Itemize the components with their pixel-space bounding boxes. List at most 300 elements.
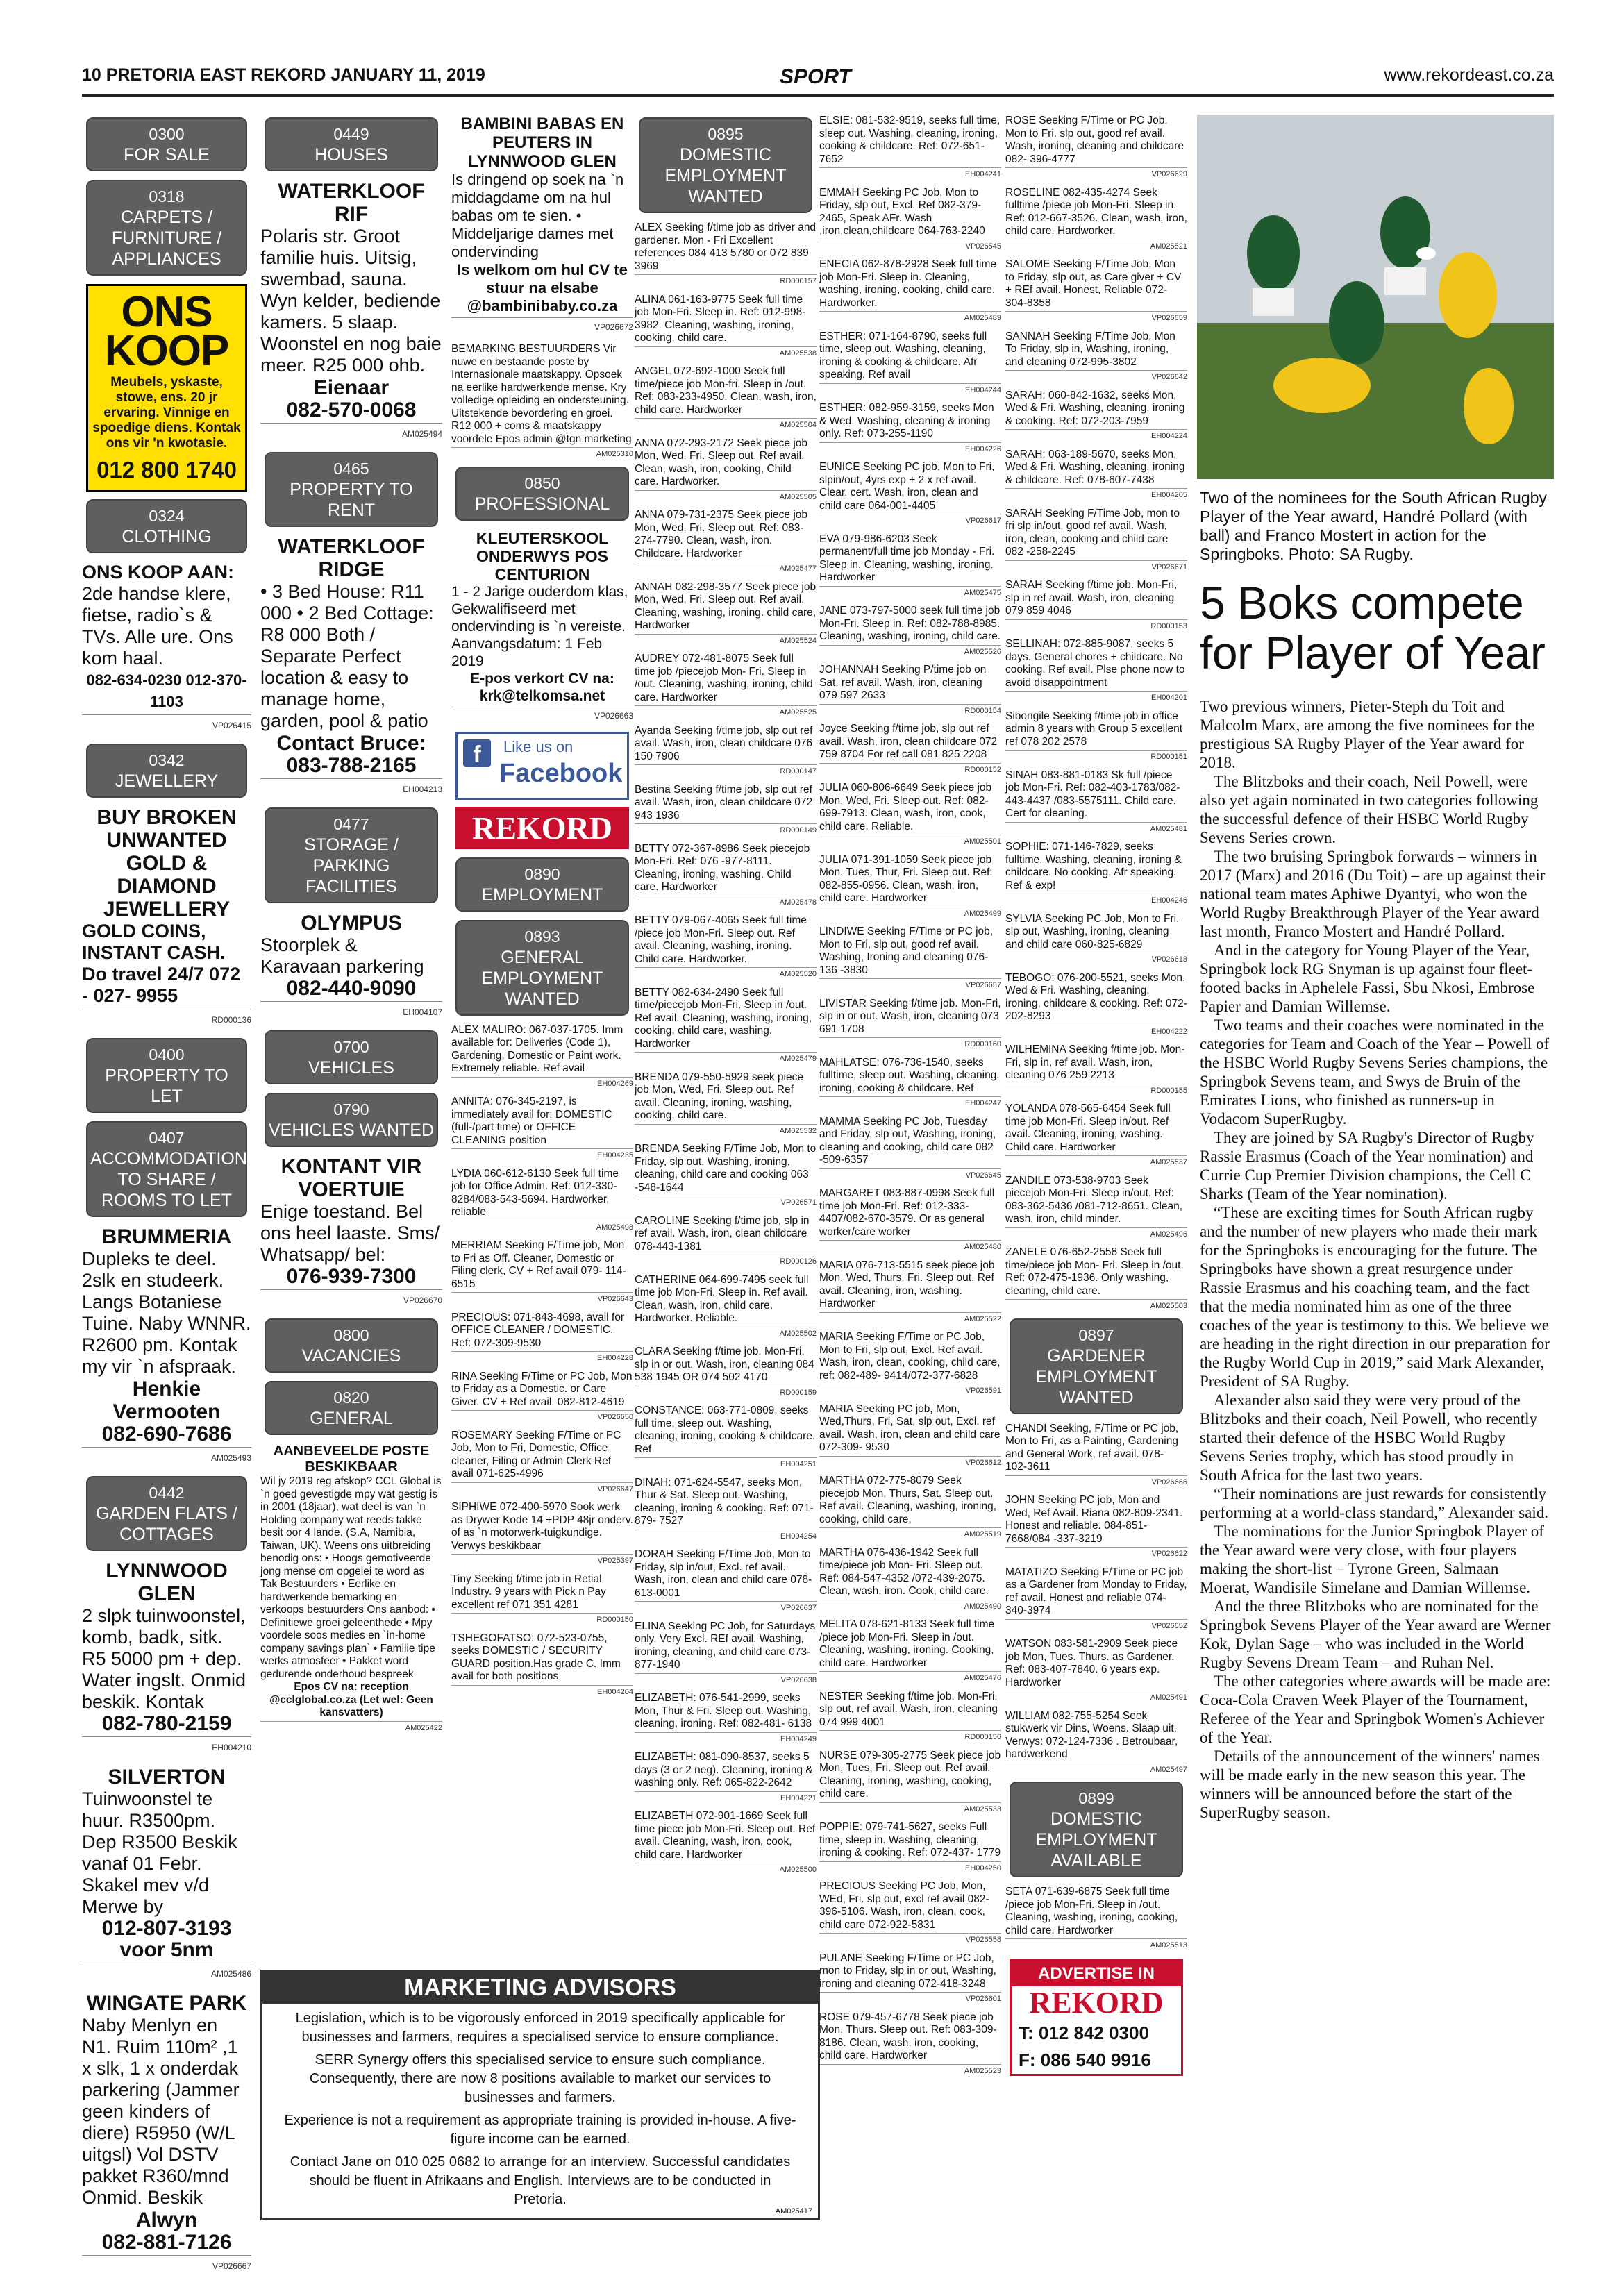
ad-text: CAROLINE Seeking f/time job, slp in ref avail. Wash, iron, clean childcare 078-443-1381: [635, 1214, 810, 1252]
facebook-name: Facebook: [499, 758, 623, 788]
ad-reference: RD000153: [1005, 619, 1187, 633]
facebook-like-label: Like us on: [503, 737, 574, 755]
ad-reference: AM025523: [819, 2064, 1001, 2078]
ad-text: SETA 071-639-6875 Seek full time /piece job Mon-Fri. Sleep in /out. Cleaning, washing, ironing, cooking, child care. Hardworker: [1005, 1886, 1178, 1936]
classified-ad: [1005, 769, 1187, 836]
ad-reference: AM025491: [1005, 1691, 1187, 1704]
classified-ad: [451, 1024, 633, 1091]
rugby-photo: [1197, 115, 1554, 479]
classified-ad: [1005, 1710, 1187, 1777]
ad-text: MAHLATSE: 076-736-1540, seeks fulltime, sleep out. Washing, cleaning, ironing, cooking & childcare. Ref: [819, 1056, 1000, 1094]
ad-text: SARAH Seeking f/time job. Mon-Fri, slp in ref avail. Wash, iron, cleaning 079 859 4046: [1005, 579, 1178, 617]
classified-ad: [1005, 1423, 1187, 1489]
ad-text: CATHERINE 064-699-7495 seek full time job Mon-Fri. Sleep in. Ref avail. Clean, wash, iron, child care. Hardworker. Reliable.: [635, 1273, 809, 1324]
classified-ad: [1005, 389, 1187, 443]
ad-text: ESTHER: 071-164-8790, seeks full time, sleep out. Washing, cleaning, ironing & cooking & childcare. Afr speaking. Ref avail: [819, 330, 987, 380]
classified-ad: [819, 330, 1001, 397]
classified-ad: [1005, 449, 1187, 502]
classified-ad: [1005, 710, 1187, 764]
ad-reference: EH004269: [451, 1077, 633, 1091]
classified-ad: [1005, 1103, 1187, 1169]
classified-ad: [819, 187, 1001, 253]
classified-ad: [635, 509, 817, 576]
classified-ad: [1005, 841, 1187, 907]
classified-ad: [819, 402, 1001, 455]
ons-koop-ad: [86, 284, 247, 492]
ad-text: SALOME Seeking F/Time Job, Mon to Friday, slp out, as Care giver + CV + REf avail. Honest, Reliable 072- 304-8358: [1005, 258, 1182, 309]
classified-ad: [635, 294, 817, 360]
classified-ad: [819, 1750, 1001, 1816]
article-paragraph: “Their nominations are just rewards for consistently performing at a world-class standard,” Alexander said.: [1200, 1485, 1548, 1521]
ad-text: ZANDILE 073-538-9703 Seek piecejob Mon-Fri. Sleep in/out. Ref: 083-362-5436 /081-712-8651. Clean, wash, iron, child minder.: [1005, 1174, 1183, 1225]
ad-reference: VP026591: [819, 1384, 1001, 1398]
classified-ad: [819, 925, 1001, 992]
ad-text: ELIZABETH 072-901-1669 Seek full time piece job Mon-Fri. Sleep out. Ref avail. Cleaning, wash, iron, cook, child care. Hardworker: [635, 1810, 816, 1861]
article-paragraph: Two teams and their coaches were nominated in the categories for Team and Coach of the Year – Powell of the HSBC World Rugby Sevens Series champions, the Springbok Sevens team, and Swys de Bruin of the Emirates Lions, who finished as runners-up in Vodacom SuperRugby.: [1200, 1016, 1550, 1128]
ad-text: SARAH: 060-842-1632, seeks Mon, Wed & Fri. Washing, cleaning, ironing & cooking. Ref: 072-203-7959: [1005, 389, 1185, 427]
ad-text: ANNA 072-293-2172 Seek piece job Mon, Wed, Fri. Sleep out. Ref avail. Clean, wash, iron, cooking, Child care. Hardworker.: [635, 437, 808, 487]
marketing-title: MARKETING ADVISORS: [262, 1972, 818, 2004]
classified-ad: LYNNWOOD GLEN 2 slpk tuinwoonstel, komb, badk, sitk. R5 5000 pm + dep. Water ingslt. Onmid beskik. Kontak 082-780-2159 EH004210: [82, 1559, 251, 1759]
marketing-ref: AM025417: [775, 2207, 812, 2215]
ad-text: JOHANNAH Seeking P/time job on Sat, ref avail. Wash, iron, cleaning 079 597 2633: [819, 664, 987, 701]
ad-reference: EH004221: [635, 1791, 817, 1805]
classified-ad: OLYMPUS Stoorplek & Karavaan parkering 082-440-9090 EH004107: [260, 912, 442, 1023]
classified-ad: [819, 1057, 1001, 1110]
ad-text: SARAH Seeking F/Time Job, mon to fri slp in/out, good ref avail. Wash, iron, clean, cooking and child care 082 -258-2245: [1005, 507, 1180, 558]
rugby-players-illustration: [1197, 115, 1554, 479]
classified-ad: [1005, 187, 1187, 253]
ad-reference: VP026647: [451, 1482, 633, 1496]
marketing-advisors-ad: [260, 1970, 820, 2220]
classified-ad: [635, 914, 817, 981]
article-paragraph: The other categories where awards will be made are: Coca-Cola Craven Week Player of the Tournament, Referee of the Year and Springbok Women's Achiever of the Year.: [1200, 1673, 1551, 1746]
ad-text: POPPIE: 079-741-5627, seeks Full time, sleep in. Washing, cleaning, ironing & cooking. Ref: 072-437- 1779: [819, 1821, 1001, 1859]
classified-ad: [819, 1331, 1001, 1398]
classified-ad: [635, 1810, 817, 1877]
ad-reference: AM025522: [819, 1312, 1001, 1326]
ad-reference: EH004251: [635, 1457, 817, 1471]
ad-reference: RD000160: [819, 1037, 1001, 1051]
ad-reference: VP026666: [1005, 1475, 1187, 1489]
ons-koop-title: ONS KOOP: [104, 288, 229, 375]
ad-reference: VP026643: [451, 1292, 633, 1306]
category-0318: 0318 CARPETS / FURNITURE / APPLIANCES: [86, 180, 247, 276]
classified-ad: [819, 1952, 1001, 2006]
article-headline: 5 Boks compete for Player of Year: [1200, 577, 1546, 678]
ad-reference: EH004235: [451, 1148, 633, 1162]
classified-ad: [451, 1312, 633, 1365]
facebook-icon: f: [463, 739, 491, 767]
classified-ad: [819, 782, 1001, 848]
classified-ad: [635, 1071, 817, 1138]
category-0700: 0700 VEHICLES: [265, 1030, 438, 1084]
ad-reference: AM025490: [819, 1600, 1001, 1614]
classified-ad: KLEUTERSKOOL ONDERWYS POS CENTURION 1 - 2 Jarige ouderdom klas, Gekwalifiseerd met ondervinding is `n vereiste. Aanvangsdatum: 1 Feb 2019 E-pos verkort CV na: krk@telkomsa.net VP026663: [451, 529, 633, 725]
classified-ad: [1005, 1044, 1187, 1097]
article-paragraph: Alexander also said they were very proud of the Blitzboks and their coach, Neil Powell, who recently started their defence of the HSBC World Rugby Sevens Series trophy, which has stood proudly in South Africa for the last two years.: [1200, 1391, 1538, 1484]
ad-text: ELIZABETH: 081-090-8537, seeks 5 days (3 or 2 neg). Cleaning, ironing & washing only. Ref: 065-822-2642: [635, 1751, 813, 1788]
ad-reference: VP026617: [819, 514, 1001, 528]
ad-text: MARTHA 072-775-8079 Seek piecejob Mon, Thurs, Sat. Sleep out. Ref avail. Cleaning, washing, ironing, cooking, child care,: [819, 1475, 997, 1525]
ad-reference: EH004241: [819, 167, 1001, 181]
classified-ad: KONTANT VIR VOERTUIE Enige toestand. Bel ons heel laaste. Sms/ Whatsapp/ bel: 076-939-7300 VP026670: [260, 1155, 442, 1312]
domestic-ads-list: [1005, 115, 1187, 1313]
classified-ad: [819, 2011, 1001, 2078]
ad-text: RINA Seeking F/Time or PC Job, Mon to Friday as a Domestic. or Care Giver. CV + Ref avail. 082-812-4619: [451, 1370, 633, 1408]
ad-reference: VP026637: [635, 1601, 817, 1615]
ad-text: SYLVIA Seeking PC Job, Mon to Fri. slp out, Washing, ironing, cleaning and child care 060-825-6829: [1005, 912, 1180, 950]
ad-reference: AM025476: [819, 1671, 1001, 1685]
ad-text: MELITA 078-621-8133 Seek full time /piece job Mon-Fri. Sleep in /out. Cleaning, washing, ironing. Cooking, child care. Hardworker: [819, 1618, 995, 1669]
classifieds-column-4: [635, 115, 817, 1979]
classified-ad: [635, 437, 817, 504]
classified-ad: [819, 1475, 1001, 1541]
category-0899: 0899 DOMESTIC EMPLOYMENT AVAILABLE: [1010, 1782, 1183, 1877]
ad-reference: AM025489: [819, 311, 1001, 325]
ad-reference: EH004247: [819, 1096, 1001, 1110]
category-0897: 0897 GARDENER EMPLOYMENT WANTED: [1010, 1318, 1183, 1414]
ad-reference: EH004246: [1005, 894, 1187, 907]
classified-ad: [635, 221, 817, 288]
ad-reference: AM025524: [635, 634, 817, 648]
ad-text: ALEX Seeking f/time job as driver and gardener. Mon - Fri Excellent references 084 413 5780 or 072 839 3969: [635, 221, 817, 272]
classified-ad: [635, 653, 817, 719]
ad-reference: RD000159: [635, 1386, 817, 1400]
article-paragraph: And in the category for Young Player of the Year, Springbok lock RG Snyman is up against four fleet-footed backs in Aphelele Fassi, Sbu Nkosi, Embrose Papier and Damian Willemse.: [1200, 941, 1535, 1015]
ad-reference: EH004201: [1005, 691, 1187, 705]
classifieds-column-6: [1005, 115, 1187, 2215]
ad-reference: AM025537: [1005, 1155, 1187, 1169]
classified-ad: BRUMMERIA Dupleks te deel. 2slk en studeerk. Langs Botaniese Tuine. Naby WNNR. R2600 pm. Kontak my vir `n afspraak. Henkie Vermooten 082-690-7686 AM025493: [82, 1225, 251, 1469]
page-header: [82, 65, 1554, 93]
ad-text: SANNAH Seeking F/Time Job, Mon To Friday, slp in, Washing, ironing, and cleaning 072-995-3802: [1005, 330, 1175, 368]
category-0820: 0820 GENERAL: [265, 1381, 438, 1435]
ad-reference: AM025499: [819, 907, 1001, 921]
ad-reference: AM025513: [1005, 1938, 1187, 1952]
ad-reference: AM025538: [635, 346, 817, 360]
ad-text: EUNICE Seeking PC job, Mon to Fri, slpin/out, 4yrs exp + 2 x ref avail. Clear. cert. Wash, iron, clean and child care 064-001-4405: [819, 461, 995, 512]
advertise-fax: F: 086 540 9916: [1019, 2049, 1151, 2070]
classified-ad: [1005, 1638, 1187, 1704]
ad-text: TEBOGO: 076-200-5521, seeks Mon, Wed & Fri. Washing, cleaning, ironing, childcare & cooking. Ref: 072-202-8293: [1005, 971, 1187, 1022]
classified-ad: [1005, 508, 1187, 574]
category-0300: 0300 FOR SALE: [86, 117, 247, 171]
ad-reference: RD000150: [451, 1613, 633, 1627]
classified-ad: [819, 1403, 1001, 1470]
header-rule: [82, 94, 1554, 97]
classified-ad: [451, 1239, 633, 1306]
classified-ad: SILVERTON Tuinwoonstel te huur. R3500pm. Dep R3500 Beskik vanaf 01 Febr. Skakel mev v/d Merwe by 012-807-3193 voor 5nm AM025486: [82, 1766, 251, 1985]
ad-text: ROSE 079-457-6778 Seek piece job Mon, Thurs. Sleep out. Ref: 083-309-8186. Clean, wash, iron, cooking, child care. Hardworker: [819, 2011, 997, 2061]
ad-reference: VP026558: [819, 1933, 1001, 1947]
ad-reference: VP026645: [819, 1168, 1001, 1182]
ad-reference: AM025481: [1005, 822, 1187, 836]
ad-text: ANNITA: 076-345-2197, is immediately avail for: DOMESTIC (full-/part time) or OFFICE CLEANING position: [451, 1096, 612, 1146]
classified-ad: [635, 1215, 817, 1268]
classified-ad: WATERKLOOF RIDGE • 3 Bed House: R11 000 • 2 Bed Cottage: R8 000 Both / Separate Perfect location & easy to manage home, garden, pool & patio Contact Bruce: 083-788-2165 EH004213: [260, 535, 442, 801]
ad-text: BRENDA Seeking F/Time Job, Mon to Friday, slp out, Washing, ironing, cleaning, child care and cooking 063 -548-1644: [635, 1143, 817, 1193]
ad-reference: AM025500: [635, 1863, 817, 1877]
ad-text: Tiny Seeking f/time job in Retial Industry. 9 years with Pick n Pay excellent ref 071 351 4281: [451, 1573, 606, 1611]
ad-text: DINAH: 071-624-5547, seeks Mon, Thur & Sat. Sleep out. Washing, cleaning, ironing & cooking. Ref: 071-879- 7527: [635, 1476, 814, 1527]
ad-reference: AM025477: [635, 562, 817, 576]
ad-text: BRENDA 079-550-5929 seek piece job Mon, Wed, Fri. Sleep out. Ref avail. Cleaning, ironing, washing, cooking, child care.: [635, 1071, 803, 1121]
article-paragraph: “These are exciting times for South African rugby and the number of new players who made their mark for the Springboks is encouraging for the future. The Springboks have shown a great resurgence under Rassie Erasmus and his coaching team, and the fact that the media nominated him as one of the three coaches of the year is testimony to this. We believe we are heading in the right direction in our preparation for the Rugby World Cup in 2019,” said Mark Alexander, President of SA Rugby.: [1200, 1204, 1550, 1390]
ad-text: TSHEGOFATSO: 072-523-0755, seeks DOMESTIC / SECURITY GUARD position.Has grade C. Imm avail for both positions: [451, 1632, 621, 1682]
classified-ad: [1005, 913, 1187, 966]
ad-text: JOHN Seeking PC job, Mon and Wed, Ref Avail. Riana 082-809-2341. Honest and reliable. 084-851-7668/084 -337-3219: [1005, 1494, 1183, 1545]
ad-reference: VP026657: [819, 978, 1001, 992]
classified-ad: [451, 1501, 633, 1568]
classified-ad: [451, 1430, 633, 1496]
classified-ad: [635, 365, 817, 432]
marketing-p3: Experience is not a requirement as appropriate training is provided in-house. A five-figure income can be earned.: [284, 2113, 796, 2147]
ad-text: ELIZABETH: 076-541-2999, seeks Mon, Thur & Fri. Sleep out. Washing, cleaning, ironing. Ref: 082-481- 6138: [635, 1692, 812, 1729]
article-paragraph: Two previous winners, Pieter-Steph du Toit and Malcolm Marx, are among the five nominees for the prestigious SA Rugby Player of the Year award for 2018.: [1200, 698, 1535, 771]
classified-ad: [819, 1691, 1001, 1744]
ad-text: DORAH Seeking F/Time Job, Mon to Friday, slp in/out, Excl. ref avail. Wash, iron, clean and child care 078- 613-0001: [635, 1548, 812, 1599]
classified-ad: [819, 533, 1001, 600]
ad-reference: RD000155: [1005, 1084, 1187, 1098]
classified-ad: [635, 1692, 817, 1745]
article-paragraph: The nominations for the Junior Springbok Player of the Year award were very close, with four players making the short-list – Tyrone Green, Salmaan Moerat, Wandisile Simelane and Damian Willemse.: [1200, 1523, 1544, 1596]
classified-ad: [451, 1632, 633, 1699]
ad-reference: AM025497: [1005, 1763, 1187, 1777]
ad-text: ALINA 061-163-9775 Seek full time job Mon-Fri. Sleep in. Ref: 012-998-3982. Cleaning, washing, ironing, cooking, child care.: [635, 293, 806, 344]
ad-text: LIVISTAR Seeking f/time job. Mon-Fri, slp in or out. Wash, iron, cleaning 073 691 1708: [819, 997, 1001, 1035]
ad-text: ZANELE 076-652-2558 Seek full time/piece job Mon- Fri. Sleep in /out. Ref: 072-475-1936. Only washing, cleaning, child care.: [1005, 1246, 1184, 1297]
ad-text: ANNA 079-731-2375 Seek piece job Mon, Wed, Fri. Sleep out. Ref: 083-274-7790. Clean, wash, iron. Childcare. Hardworker: [635, 509, 808, 560]
classified-ad: [1005, 258, 1187, 325]
classified-ad: [819, 1618, 1001, 1685]
ad-reference: VP026642: [1005, 370, 1187, 384]
ad-text: ALEX MALIRO: 067-037-1705. Imm available for: Deliveries (Code 1), Gardening, Domestic or Paint work. Extremely reliable. Ref avail: [451, 1023, 623, 1074]
ad-reference: EH004244: [819, 383, 1001, 397]
employment-ads-list: [451, 1024, 633, 1699]
article-paragraph: And the three Blitzboks who are nominated for the Springbok Sevens Player of the Year award are Werner Kok, Dylan Sage – who was included in the World Rugby Sevens Dream Team – and Ruhan Nel.: [1200, 1598, 1551, 1671]
category-0893: 0893 GENERAL EMPLOYMENT WANTED: [455, 920, 629, 1016]
classified-ad: [819, 664, 1001, 717]
marketing-p1: Legislation, which is to be vigorously enforced in 2019 specifically applicable for businesses and farmers, requires a specialised service to ensure compliance.: [295, 2011, 785, 2045]
ad-text: BETTY 079-067-4065 Seek full time /piece job Mon-Fri. Sleep out. Ref avail. Cleaning, washing, ironing. Child care. Hardworker.: [635, 914, 807, 965]
ad-reference: AM025519: [819, 1527, 1001, 1541]
classified-ad: [819, 1821, 1001, 1875]
category-0477: 0477 STORAGE / PARKING FACILITIES: [265, 807, 438, 903]
classified-ad: [635, 784, 817, 837]
website-url[interactable]: www.rekordeast.co.za: [1384, 65, 1554, 85]
ad-reference: AM025480: [819, 1240, 1001, 1254]
classifieds-column-1: [82, 115, 251, 2271]
ad-reference: AM025503: [1005, 1299, 1187, 1313]
domestic-ads-list: [819, 115, 1001, 2077]
classified-ad: [635, 1477, 817, 1543]
classified-ad: [451, 1168, 633, 1234]
ad-text: SINAH 083-881-0183 Sk full /piece job Mon-Fri. Ref: 082-403-1783/082-443-4437 /083-5575111. Child care. Cert for cleaning.: [1005, 769, 1180, 819]
ad-text: AUDREY 072-481-8075 Seek full time job /piecejob Mon- Fri. Sleep in /out. Cleaning, washing, ironing, child care. Hardworker: [635, 653, 813, 703]
ad-reference: RD000149: [635, 823, 817, 837]
ad-text: NURSE 079-305-2775 Seek piece job Mon, Tues, Fri. Sleep out. Ref avail. Cleaning, ironing, washing, cooking, child care.: [819, 1749, 1001, 1800]
category-0890: 0890 EMPLOYMENT: [455, 857, 629, 912]
ad-text: JANE 073-797-5000 seek full time job Mon-Fri. Sleep in. Ref: 082-788-8985. Cleaning, washing, ironing, child care.: [819, 605, 1001, 642]
category-0465: 0465 PROPERTY TO RENT: [265, 452, 438, 527]
ad-text: Ayanda Seeking f/time job, slp out ref avail. Wash, iron, clean childcare 076 150 7906: [635, 724, 813, 762]
rekord-logo: REKORD: [455, 807, 629, 849]
sport-article: [1197, 115, 1554, 2215]
classified-ad: [1005, 579, 1187, 632]
ad-text: SIPHIWE 072-400-5970 Sook werk as Drywer Kode 14 +PDP 48jr onderv. of as `n motorwerk-tuigkundige. Verwys beskikbaar: [451, 1501, 633, 1552]
ad-reference: RD000147: [635, 764, 817, 778]
ad-text: ELSIE: 081-532-9519, seeks full time, sleep out. Washing, cleaning, ironing, cooking & childcare. Ref: 072-651-7652: [819, 115, 1001, 165]
gardener-ads-list: [1005, 1423, 1187, 1777]
classifieds-column-3: [451, 115, 633, 1979]
ad-reference: AM025475: [819, 586, 1001, 600]
ad-text: YOLANDA 078-565-6454 Seek full time job Mon-Fri. Sleep in/out. Ref avail. Cleaning, ironing, washing. Child care. Hardworker: [1005, 1103, 1171, 1153]
ad-reference: VP026671: [1005, 560, 1187, 574]
ad-text: ROSEMARY Seeking F/Time or PC Job, Mon to Fri, Domestic, Office cleaner, Filing or Admin Clerk Ref avail 071-625-4996: [451, 1429, 621, 1480]
ad-text: Bestina Seeking f/time job, slp out ref avail. Wash, iron, clean childcare 072 943 1936: [635, 783, 813, 821]
ad-reference: AM025505: [635, 490, 817, 504]
ad-reference: EH004224: [1005, 429, 1187, 443]
classified-ad: [635, 1548, 817, 1615]
ad-reference: VP026638: [635, 1673, 817, 1687]
ad-text: MATATIZO Seeking F/Time or PC job as a Gardener from Monday to Friday, ref avail. Honest and reliable 074-340-3974: [1005, 1566, 1187, 1616]
ad-reference: RD000126: [635, 1255, 817, 1268]
rugby-ball: [1416, 247, 1436, 260]
category-0407: 0407 ACCOMMODATION TO SHARE / ROOMS TO LET: [86, 1121, 247, 1217]
ad-reference: EH004226: [819, 442, 1001, 456]
classified-ad: [819, 1259, 1001, 1326]
classified-ad: [1005, 1494, 1187, 1561]
ad-reference: EH004228: [451, 1351, 633, 1365]
classified-ad: [819, 1116, 1001, 1182]
ad-text: LYDIA 060-612-6130 Seek full time job for Office Admin. Ref: 012-330-8284/083-543-5694. Hardworker, reliable: [451, 1167, 619, 1218]
ad-reference: AM025498: [451, 1221, 633, 1234]
ad-reference: AM025526: [819, 645, 1001, 659]
ad-reference: AM025525: [635, 705, 817, 719]
classified-ad: [451, 1371, 633, 1424]
category-0800: 0800 VACANCIES: [265, 1318, 438, 1373]
ad-text: JULIA 060-806-6649 Seek piece job Mon, Wed, Fri. Sleep out. Ref: 082-699-7913. Clean, wash, iron, cook, child care. Reliable.: [819, 782, 992, 832]
ons-koop-desc: Meubels, yskaste, stowe, ens. 20 jr ervaring. Vinnige en spoedige diens. Kontak ons vir 'n kwotasie.: [92, 375, 241, 451]
page-number-masthead: 10 PRETORIA EAST REKORD JANUARY 11, 2019: [82, 65, 485, 85]
ad-text: BETTY 072-367-8986 Seek piecejob Mon-Fri. Ref: 076 -977-8111. Cleaning, ironing, washing. Child care. Hardworker: [635, 842, 810, 893]
ad-text: ENECIA 062-878-2928 Seek full time job Mon-Fri. Sleep in. Cleaning, washing, ironing, cooking, child care. Hardworker.: [819, 258, 997, 309]
facebook-banner[interactable]: [455, 732, 629, 800]
ad-text: BETTY 082-634-2490 Seek full time/piecejob Mon-Fri. Sleep in /out. Ref avail. Cleaning, washing, ironing, cooking, child care, washing. Hardworker: [635, 986, 812, 1050]
ad-reference: AM025502: [635, 1327, 817, 1341]
classified-ad: [1005, 972, 1187, 1039]
ad-reference: VP026545: [819, 240, 1001, 253]
classified-ad: BUY BROKEN UNWANTED GOLD & DIAMOND JEWELLERY GOLD COINS, INSTANT CASH. Do travel 24/7 072 - 027- 9955 RD000136: [82, 806, 251, 1031]
category-0400: 0400 PROPERTY TO LET: [86, 1038, 247, 1113]
classified-ad: [635, 1346, 817, 1399]
classified-ad: [819, 605, 1001, 658]
article-paragraph: They are joined by SA Rugby's Director of Rugby Rassie Erasmus (Coach of the Year nomination) and Currie Cup Premier Division champions, the Cell C Sharks (Team of the Year nomination).: [1200, 1129, 1534, 1203]
ad-reference: RD000157: [635, 274, 817, 288]
rekord-brand: REKORD: [1029, 1985, 1164, 2020]
ad-reference: VP026659: [1005, 311, 1187, 325]
ad-text: MERRIAM Seeking F/Time job, Mon to Fri as Off. Cleaner, Domestic or Filing clerk, CV + Ref avail 079- 114-6515: [451, 1239, 626, 1290]
classified-ad: [819, 1880, 1001, 1947]
advertise-label: ADVERTISE IN: [1012, 1961, 1181, 1986]
ad-reference: AM025521: [1005, 240, 1187, 253]
ad-reference: VP026618: [1005, 953, 1187, 966]
ad-reference: RD000156: [819, 1730, 1001, 1744]
ad-text: LINDIWE Seeking F/Time or PC job, Mon to Fri, slp out, good ref avail. Washing, Ironing and cleaning 076-136 -3830: [819, 925, 994, 976]
ad-reference: AM025532: [635, 1124, 817, 1138]
classified-ad: [635, 1274, 817, 1341]
ad-text: CLARA Seeking f/time job. Mon-Fri, slp in or out. Wash, iron, cleaning 084 538 1945 OR 074 502 4170: [635, 1346, 814, 1383]
ad-reference: EH004254: [635, 1530, 817, 1543]
ad-text: ROSE Seeking F/Time or PC Job, Mon to Fri. slp out, good ref avail. Wash, ironing, cleaning and childcare 082- 396-4777: [1005, 115, 1184, 165]
ad-reference: VP025397: [451, 1554, 633, 1568]
ad-reference: VP026612: [819, 1456, 1001, 1470]
classified-ad: [1005, 638, 1187, 705]
ad-text: ANGEL 072-692-1000 Seek full time/piece job Mon-fri. Sleep in /out. Ref: 083-233-4950. Clean, wash, iron, child care. Hardworker: [635, 365, 817, 416]
ad-text: EVA 079-986-6203 Seek permanent/full time job Monday - Fri. Sleep in. Cleaning, washing, ironing. Hardworker: [819, 533, 995, 583]
classified-ad: [819, 258, 1001, 325]
classified-ad: [1005, 115, 1187, 181]
article-paragraph: The Blitzboks and their coach, Neil Powell, were also yet again nominated in two categories following the successful defence of their HSBC World Rugby Sevens Series crown.: [1200, 773, 1539, 846]
ad-text: MAMMA Seeking PC Job, Tuesday and Friday, slp out, Washing, ironing, cleaning and cooking, child care 082 -509-6357: [819, 1115, 996, 1166]
ad-reference: EH004249: [635, 1732, 817, 1746]
ad-text: WILHEMINA Seeking f/time job. Mon-Fri, slp in, ref avail. Wash, iron, cleaning 076 259 2213: [1005, 1044, 1185, 1081]
photo-caption: Two of the nominees for the South African Rugby Player of the Year award, Handré Pollard (with ball) and Franco Mostert in action for the Springboks. Photo: SA Rugby.: [1200, 489, 1547, 563]
ad-reference: VP026622: [1005, 1547, 1187, 1561]
ad-text: Sibongile Seeking f/time job in office admin 8 years with Group 5 excellent ref 078 202 2578: [1005, 710, 1183, 748]
classified-ad: [819, 998, 1001, 1051]
ad-text: MARGARET 083-887-0998 Seek full time job Mon-Fri. Ref: 012-333-4407/082-670-3579. Or as general worker/care worker: [819, 1187, 995, 1238]
ad-text: Joyce Seeking f/time job, slp out ref avail. Wash, iron, clean childcare 072 759 8704 For ref call 081 825 2208: [819, 723, 998, 760]
ad-text: PRECIOUS: 071-843-4698, avail for OFFICE CLEANER / DOMESTIC. Ref: 072-309-9530: [451, 1311, 624, 1349]
domestic-available-ads-list: [1005, 1886, 1187, 1952]
ad-reference: EH004205: [1005, 488, 1187, 502]
ad-text: WATSON 083-581-2909 Seek piece job Mon, Tues. Thurs. as Gardener. Ref: 083-407-7840. 6 years exp. Hardworker: [1005, 1638, 1178, 1689]
classified-ad: [635, 581, 817, 648]
ad-text: PRECIOUS Seeking PC Job, Mon, WEd, Fri. slp out, excl ref avail 082-396-5106. Wash, iron, clean, cook, child care 072-922-5831: [819, 1880, 989, 1931]
ad-reference: AM025520: [635, 967, 817, 981]
ad-reference: AM025501: [819, 835, 1001, 848]
classified-ad: WINGATE PARK Naby Menlyn en N1. Ruim 110m² ,1 x slk, 1 x onderdak parkering (Jammer geen kinders of diere) R5950 (W/L uitgsl) Vol DSTV pakket R360/mnd Onmid. Beskik Alwyn 082-881-7126 VP026667: [82, 1992, 251, 2277]
classifieds-column-2: [260, 115, 442, 1979]
category-0850: 0850 PROFESSIONAL: [455, 467, 629, 521]
ad-reference: VP026652: [1005, 1619, 1187, 1633]
article-body: [1200, 697, 1551, 1822]
classified-ad: [635, 1143, 817, 1209]
classified-ad: [819, 115, 1001, 181]
category-0342: 0342 JEWELLERY: [86, 744, 247, 798]
marketing-p2: SERR Synergy offers this specialised service to ensure such compliance. Consequently, there are now 8 positions available to market our services to businesses and farmers.: [309, 2052, 771, 2105]
ad-text: MARTHA 076-436-1942 Seek full time/piece job Mon- Fri. Sleep out. Ref: 084-547-4352 /072-439-2075. Clean, wash, iron. Cook, child care.: [819, 1546, 989, 1597]
ad-reference: RD000154: [819, 704, 1001, 718]
category-0442: 0442 GARDEN FLATS / COTTAGES: [86, 1476, 247, 1551]
ad-reference: EH004222: [1005, 1025, 1187, 1039]
classified-ad: [635, 987, 817, 1066]
category-0449: 0449 HOUSES: [265, 117, 438, 171]
classified-ad: [635, 1405, 817, 1471]
classifieds-column-5: [819, 115, 1001, 2215]
ad-text: ROSELINE 082-435-4274 Seek fulltime /piece job Mon-Fri. Sleep in. Ref: 012-667-3526. Clean, wash, iron, child care. Hardworker.: [1005, 186, 1187, 237]
classified-ad: [1005, 1566, 1187, 1633]
ad-text: JULIA 071-391-1059 Seek piece job Mon, Tues, Thur, Fri. Sleep out. Ref: 082-855-0956. Clean, wash, iron, child care. Hardworker: [819, 853, 993, 904]
ad-reference: RD000152: [819, 763, 1001, 777]
ad-reference: AM025496: [1005, 1227, 1187, 1241]
classified-ad: [819, 461, 1001, 528]
marketing-p4: Contact Jane on 010 025 0682 to arrange for an interview. Successful candidates should be fluent in Afrikaans and English. Interviews are to be conducted in Pretoria.: [290, 2154, 791, 2207]
article-paragraph: Details of the announcement of the winners' names will be made early in the new season this year. The winners will be announced before the start of the SuperRugby season.: [1200, 1748, 1540, 1821]
classified-ad: BEMARKING BESTUURDERS Vir nuwe en bestaande poste by Internasionale maatskappy. Opsoek na eerlike hardwerkende mense. Kry volledige opleiding en ondersteuning. Uitstekende bevordering en groei. R12 000 + coms & maatskappy voordele Epos admin @tgn.marketing AM025310: [451, 343, 633, 461]
